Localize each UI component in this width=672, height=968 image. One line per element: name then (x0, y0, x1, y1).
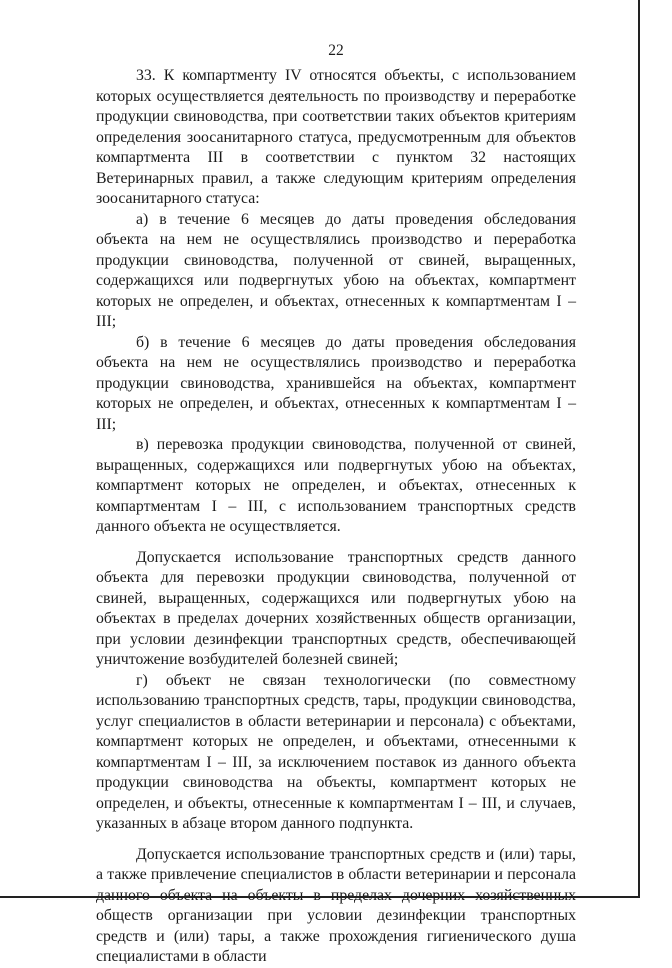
document-body (96, 66, 576, 968)
paragraph-subitem-a: а) в течение 6 месяцев до даты проведения обследования объекта на нем не осуществлялись производство и переработка продукции свиноводства, полученной от свиней, выращенных, содержащихся или подвергнутых убою на объектах, компартмент которых не определен, и объектах, отнесенных к компартментам I – III; (96, 210, 576, 330)
paragraph-allowance-specialists: Допускается использование транспортных средств и (или) тары, а также привлечение специалистов в области ветеринарии и персонала данного объекта на объекты в пределах дочерних хозяйственных обществ организации при условии дезинфекции транспортных средств и (или) тары, а также прохождения гигиенического душа специалистами в области (96, 845, 576, 965)
paragraph-allowance-transport: Допускается использование транспортных средств данного объекта для перевозки продукции свиноводства, полученной от свиней, выращенных, содержащихся или подвергнутых убою на объектах в пределах дочерних хозяйственных обществ организации, при условии дезинфекции транспортных средств, обеспечивающей уничтожение возбудителей болезней свиней; (96, 548, 576, 668)
page-number: 22 (328, 42, 344, 59)
paragraph-subitem-b: б) в течение 6 месяцев до даты проведения обследования объекта на нем не осуществлялись производство и переработка продукции свиноводства, хранившейся на объектах, компартмент которых не определен, и объектах, отнесенных к компартментам I – III; (96, 333, 576, 433)
paragraph-33: 33. К компартменту IV относятся объекты, с использованием которых осуществляется деятельность по производству и переработке продукции свиноводства, при соответствии таких объектов критериям определения зоосанитарного статуса, предусмотренным для объектов компартмента III в соответствии с пунктом 32 настоящих Ветеринарных правил, а также следующим критериям определения зоосанитарного статуса: (96, 67, 576, 207)
paragraph-subitem-v: в) перевозка продукции свиноводства, полученной от свиней, выращенных, содержащихся или подвергнутых убою на объектах, компартмент которых не определен, и объектах, отнесенных к компартментам I – III, с использованием транспортных средств данного объекта не осуществляется. (96, 436, 576, 535)
paragraph-subitem-g: г) объект не связан технологически (по совместному использованию транспортных средств, тары, продукции свиноводства, услуг специалистов в области ветеринарии и персонала) с объектами, компартмент которых не определен, и объектами, отнесенными к компартментам I – III, за исключением поставок из данного объекта продукции свиноводства на объекты, компартмент которых не определен, и объекты, отнесенные к компартментам I – III, и случаев, указанных в абзаце втором данного подпункта. (96, 671, 576, 832)
